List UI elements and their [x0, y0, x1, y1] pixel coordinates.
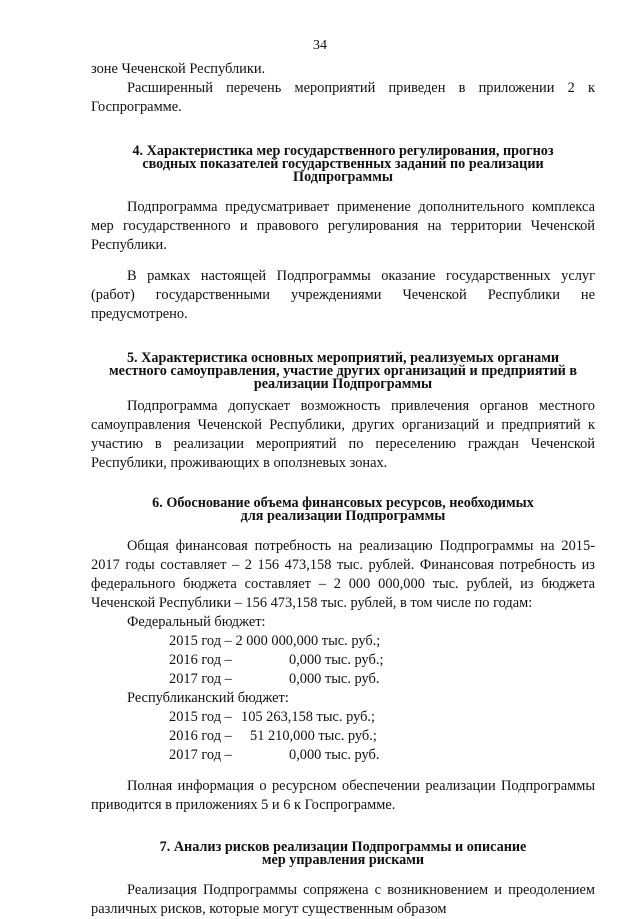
- paragraph-financing: Общая финансовая потребность на реализацию Подпрограммы на 2015-2017 годы составляет – 2 156 473,158 тыс. рублей. Финансовая потребность из федерального бюджета составляет – 2 000 000,000 тыс. рублей, из бюджета Чеченской Республики – 156 473,158 тыс. рублей, в том числе по годам:: [91, 538, 595, 611]
- budget-row: [169, 632, 595, 651]
- paragraph-municipal: Подпрограмма допускает возможность привлечения органов местного самоуправления Чеченской Республики, других организаций и предприятий к участию в реализации мероприятий по переселению граждан Чеченской Республики, проживающих в оползневых зонах.: [91, 398, 595, 471]
- paragraph-extended-list: Расширенный перечень мероприятий приведен в приложении 2 к Госпрограмме.: [91, 80, 595, 115]
- paragraph-resources: Полная информация о ресурсном обеспечении реализации Подпрограммы приводится в приложениях 5 и 6 к Госпрограмме.: [91, 778, 595, 813]
- budget-row: [169, 727, 595, 746]
- budget-year: 2016 год –: [169, 652, 232, 668]
- paragraph-regulation: Подпрограмма предусматривает применение дополнительного комплекса мер государственного и правового регулирования на территории Чеченской Республики.: [91, 199, 595, 253]
- section-heading-5: [91, 352, 595, 391]
- budget-amount: 0,000 тыс. руб.;: [289, 652, 384, 668]
- paragraph-risks: Реализация Подпрограммы сопряжена с возникновением и преодолением различных рисков, которые могут существенным образом: [91, 882, 595, 917]
- page-content: [91, 60, 595, 919]
- paragraph-continuation: зоне Чеченской Республики.: [91, 61, 266, 77]
- heading-line: мер управления рисками: [261, 852, 425, 868]
- heading-line: Подпрограммы: [293, 169, 393, 185]
- paragraph-services: В рамках настоящей Подпрограммы оказание государственных услуг (работ) государственными учреждениями Чеченской Республики не предусмотрено.: [91, 268, 595, 322]
- budget-amount: 0,000 тыс. руб.: [289, 671, 380, 687]
- heading-line: 4. Характеристика мер государственного регулирования, прогноз: [132, 143, 554, 159]
- republic-budget-list: [91, 708, 595, 765]
- heading-line: сводных показателей государственных заданий по реализации: [142, 156, 544, 172]
- federal-budget-label: Федеральный бюджет:: [127, 614, 266, 630]
- heading-line: реализации Подпрограммы: [253, 376, 433, 392]
- budget-year: 2016 год –: [169, 728, 232, 744]
- budget-year: 2017 год –: [169, 671, 232, 687]
- page-number: 34: [313, 38, 327, 53]
- heading-line: местного самоуправления, участие других организаций и предприятий в: [108, 363, 578, 379]
- heading-line: 7. Анализ рисков реализации Подпрограммы и описание: [159, 839, 527, 855]
- heading-line: 6. Обоснование объема финансовых ресурсов, необходимых: [152, 495, 534, 511]
- budget-row: [169, 651, 595, 670]
- section-heading-6: [91, 497, 595, 523]
- budget-amount: 105 263,158 тыс. руб.;: [241, 709, 376, 725]
- budget-year: 2017 год –: [169, 747, 232, 763]
- budget-amount: 2 000 000,000 тыс. руб.;: [235, 633, 381, 649]
- federal-budget-list: [91, 632, 595, 689]
- budget-amount: 51 210,000 тыс. руб.;: [250, 728, 377, 744]
- budget-amount: 0,000 тыс. руб.: [289, 747, 380, 763]
- budget-year: 2015 год –: [169, 633, 232, 649]
- budget-row: [169, 670, 595, 689]
- budget-row: [169, 708, 595, 727]
- section-heading-7: [91, 841, 595, 867]
- budget-year: 2015 год –: [169, 709, 232, 725]
- republic-budget-label: Республиканский бюджет:: [127, 690, 289, 706]
- heading-line: 5. Характеристика основных мероприятий, реализуемых органами: [126, 350, 560, 366]
- heading-line: для реализации Подпрограммы: [240, 508, 446, 524]
- budget-row: [169, 746, 595, 765]
- section-heading-4: [91, 145, 595, 184]
